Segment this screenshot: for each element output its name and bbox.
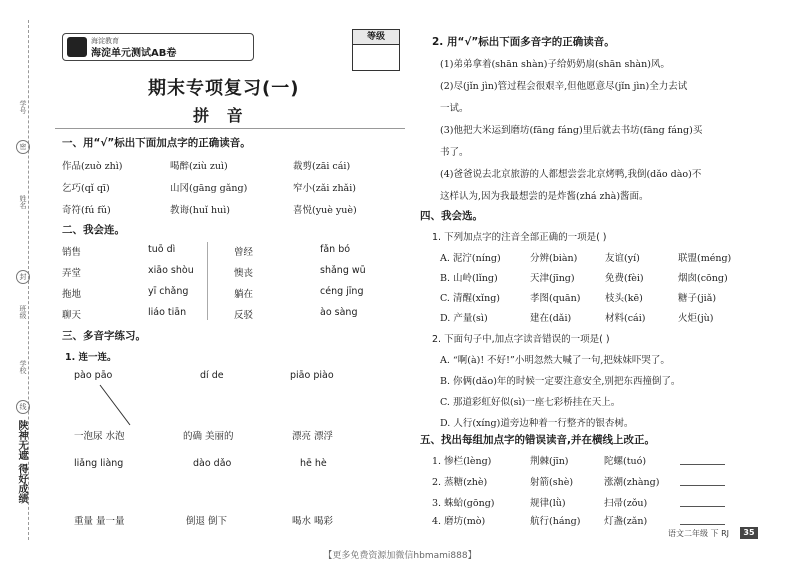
match-pinyin: céng jīng (320, 286, 364, 297)
error-item: 3. 蛛蛤(gōng) (432, 498, 495, 509)
match-pinyin: shǎng wū (320, 265, 366, 276)
pinyin-item: 喝醉(ziù zuì) (170, 161, 228, 172)
page-number: 35 (740, 527, 758, 539)
question-stem: 2. 下面句子中,加点字读音错误的一项是( ) (432, 334, 610, 345)
seal-mark: 密 (16, 140, 30, 154)
slogan: 陕神无遮 得好成绩 (16, 420, 27, 504)
watermark: 【更多免费资源加微信hbmami888】 (323, 551, 477, 561)
error-item: 陀螺(tuó) (604, 456, 647, 467)
section5-heading: 五、找出每组加点字的错误读音,并在横线上改正。 (420, 434, 655, 446)
class-label: 班级 (19, 305, 27, 319)
polyphone-pinyin: piāo piào (290, 370, 334, 381)
student-id-label: 学号 (19, 100, 27, 114)
option-sentence: C. 那道彩虹好似(sì)一座七彩桥挂在天上。 (440, 397, 621, 408)
error-item: 荆棘(jīn) (530, 456, 569, 467)
answer-line[interactable] (680, 524, 725, 525)
polyphone-words: 倒退 倒下 (186, 516, 228, 527)
polyphone-words: 喝水 喝彩 (292, 516, 334, 527)
course-label: 语文二年级 下 RJ (668, 529, 730, 538)
polyphone-words: 漂亮 漂浮 (292, 431, 334, 442)
error-item: 2. 蒸糖(zhè) (432, 477, 488, 488)
option-word: A. 泥泞(níng) (440, 253, 501, 264)
sentence-line: (2)尽(jǐn jìn)管过程会很艰辛,但他愿意尽(jǐn jìn)全力去试 (440, 81, 688, 92)
option-word: 材料(cái) (605, 313, 646, 324)
brand-title: 海淀单元测试AB卷 (91, 48, 177, 59)
pinyin-item: 乞巧(qǐ qī) (62, 183, 110, 194)
polyphone-pinyin: dí de (200, 370, 224, 381)
section2-heading: 二、我会连。 (62, 224, 125, 236)
match-word: 反驳 (234, 310, 254, 321)
match-pinyin: xiāo shòu (148, 265, 194, 276)
match-word: 懊丧 (234, 268, 254, 279)
sentence-line: 这样认为,因为我最想尝的是炸酱(zhá zhà)酱面。 (440, 191, 649, 202)
error-item: 1. 惨栏(lèng) (432, 456, 492, 467)
option-word: 分辨(biàn) (530, 253, 578, 264)
option-sentence: A. “啊(à)! 不好!”小明忽然大喊了一句,把妹妹吓哭了。 (440, 355, 670, 366)
pinyin-item: 教诲(huǐ huì) (170, 205, 230, 216)
option-word: 枝头(kē) (605, 293, 643, 304)
answer-line[interactable] (680, 464, 725, 465)
seal-mark: 线 (16, 400, 30, 414)
brand-banner (62, 33, 254, 61)
error-item: 规律(lǜ) (530, 498, 566, 509)
error-item: 航行(háng) (530, 516, 581, 527)
match-word: 聊天 (62, 310, 82, 321)
option-word: C. 清醒(xǐng) (440, 293, 500, 304)
match-pinyin: tuō dì (148, 244, 176, 255)
question-stem: 1. 下列加点字的注音全部正确的一项是( ) (432, 232, 607, 243)
error-item: 涨潮(zhàng) (604, 477, 660, 488)
match-pinyin: ào sàng (320, 307, 358, 318)
seal-mark: 封 (16, 270, 30, 284)
pinyin-item: 作品(zuò zhì) (62, 161, 123, 172)
option-word: 联盟(méng) (678, 253, 732, 264)
pinyin-item: 山冈(gāng gǎng) (170, 183, 248, 194)
sentence-line: 一试。 (440, 103, 469, 114)
polyphone-pinyin: hē hè (300, 458, 327, 469)
binding-sidebar (8, 0, 42, 566)
school-label: 学校 (19, 360, 27, 374)
section3-heading: 三、多音字练习。 (62, 330, 146, 342)
polyphone-pinyin: liǎng liàng (74, 458, 124, 469)
polyphone-pinyin: pào pāo (74, 370, 113, 381)
sentence-line: (4)爸爸说去北京旅游的人都想尝尝北京烤鸭,我倒(dǎo dào)不 (440, 169, 702, 180)
answer-line[interactable] (680, 506, 725, 507)
option-word: D. 产量(sì) (440, 313, 488, 324)
grade-box (352, 29, 400, 71)
pinyin-item: 裁剪(zāi cái) (293, 161, 351, 172)
option-word: 友谊(yí) (605, 253, 640, 264)
divider (55, 128, 405, 129)
sentence-line: (1)弟弟拿着(shān shàn)子给奶奶扇(shān shàn)风。 (440, 59, 670, 70)
section3b-heading: 2. 用“√”标出下面多音字的正确读音。 (432, 36, 615, 48)
pinyin-item: 喜悦(yuè yuè) (293, 205, 357, 216)
brand-logo-icon (67, 37, 87, 57)
match-word: 销售 (62, 247, 82, 258)
option-word: B. 山岭(lǐng) (440, 273, 498, 284)
section1-heading: 一、用“√”标出下面加点字的正确读音。 (62, 137, 251, 149)
option-word: 火炬(jù) (678, 313, 714, 324)
error-item: 4. 磨坊(mò) (432, 516, 486, 527)
match-word: 躺在 (234, 289, 254, 300)
page-subtitle: 拼 音 (193, 106, 249, 125)
pinyin-item: 奇符(fú fǔ) (62, 205, 111, 216)
page-title: 期末专项复习(一) (148, 78, 300, 99)
option-word: 糖子(jiǎ) (678, 293, 717, 304)
polyphone-words: 一泡尿 水泡 (74, 431, 125, 442)
polyphone-pinyin: dào dǎo (193, 458, 232, 469)
divider (207, 242, 208, 320)
option-sentence: B. 你俩(dǎo)年的时候一定要注意安全,别把东西撞倒了。 (440, 376, 681, 387)
sentence-line: 书了。 (440, 147, 469, 158)
match-pinyin: liáo tiān (148, 307, 187, 318)
section3-sub: 1. 连一连。 (65, 352, 117, 363)
option-sentence: D. 人行(xíng)道旁边种着一行整齐的银杏树。 (440, 418, 634, 429)
option-word: 免费(fèi) (605, 273, 644, 284)
polyphone-words: 重量 量一量 (74, 516, 125, 527)
match-word: 拖地 (62, 289, 82, 300)
option-word: 烟囱(cōng) (678, 273, 728, 284)
option-word: 孝图(quān) (530, 293, 581, 304)
error-item: 扫帚(zǒu) (604, 498, 648, 509)
match-pinyin: yī chǎng (148, 286, 189, 297)
pinyin-item: 窄小(zǎi zhǎi) (293, 183, 356, 194)
error-item: 灯盏(zǎn) (604, 516, 648, 527)
polyphone-words: 的确 美丽的 (183, 431, 234, 442)
error-item: 射箭(shè) (530, 477, 574, 488)
section4-heading: 四、我会选。 (420, 210, 483, 222)
option-word: 建在(dǎi) (530, 313, 572, 324)
brand-subtitle: 海淀教育 (91, 37, 119, 45)
sentence-line: (3)他把大米运到磨坊(fāng fáng)里后就去书坊(fāng fáng)买 (440, 125, 703, 136)
name-label: 姓名 (19, 195, 27, 209)
grade-label: 等级 (353, 30, 399, 45)
match-word: 曾经 (234, 247, 254, 258)
answer-line[interactable] (680, 485, 725, 486)
connecting-line (60, 380, 180, 430)
match-pinyin: fǎn bó (320, 244, 351, 255)
match-word: 弄堂 (62, 268, 82, 279)
option-word: 天津(jīng) (530, 273, 575, 284)
